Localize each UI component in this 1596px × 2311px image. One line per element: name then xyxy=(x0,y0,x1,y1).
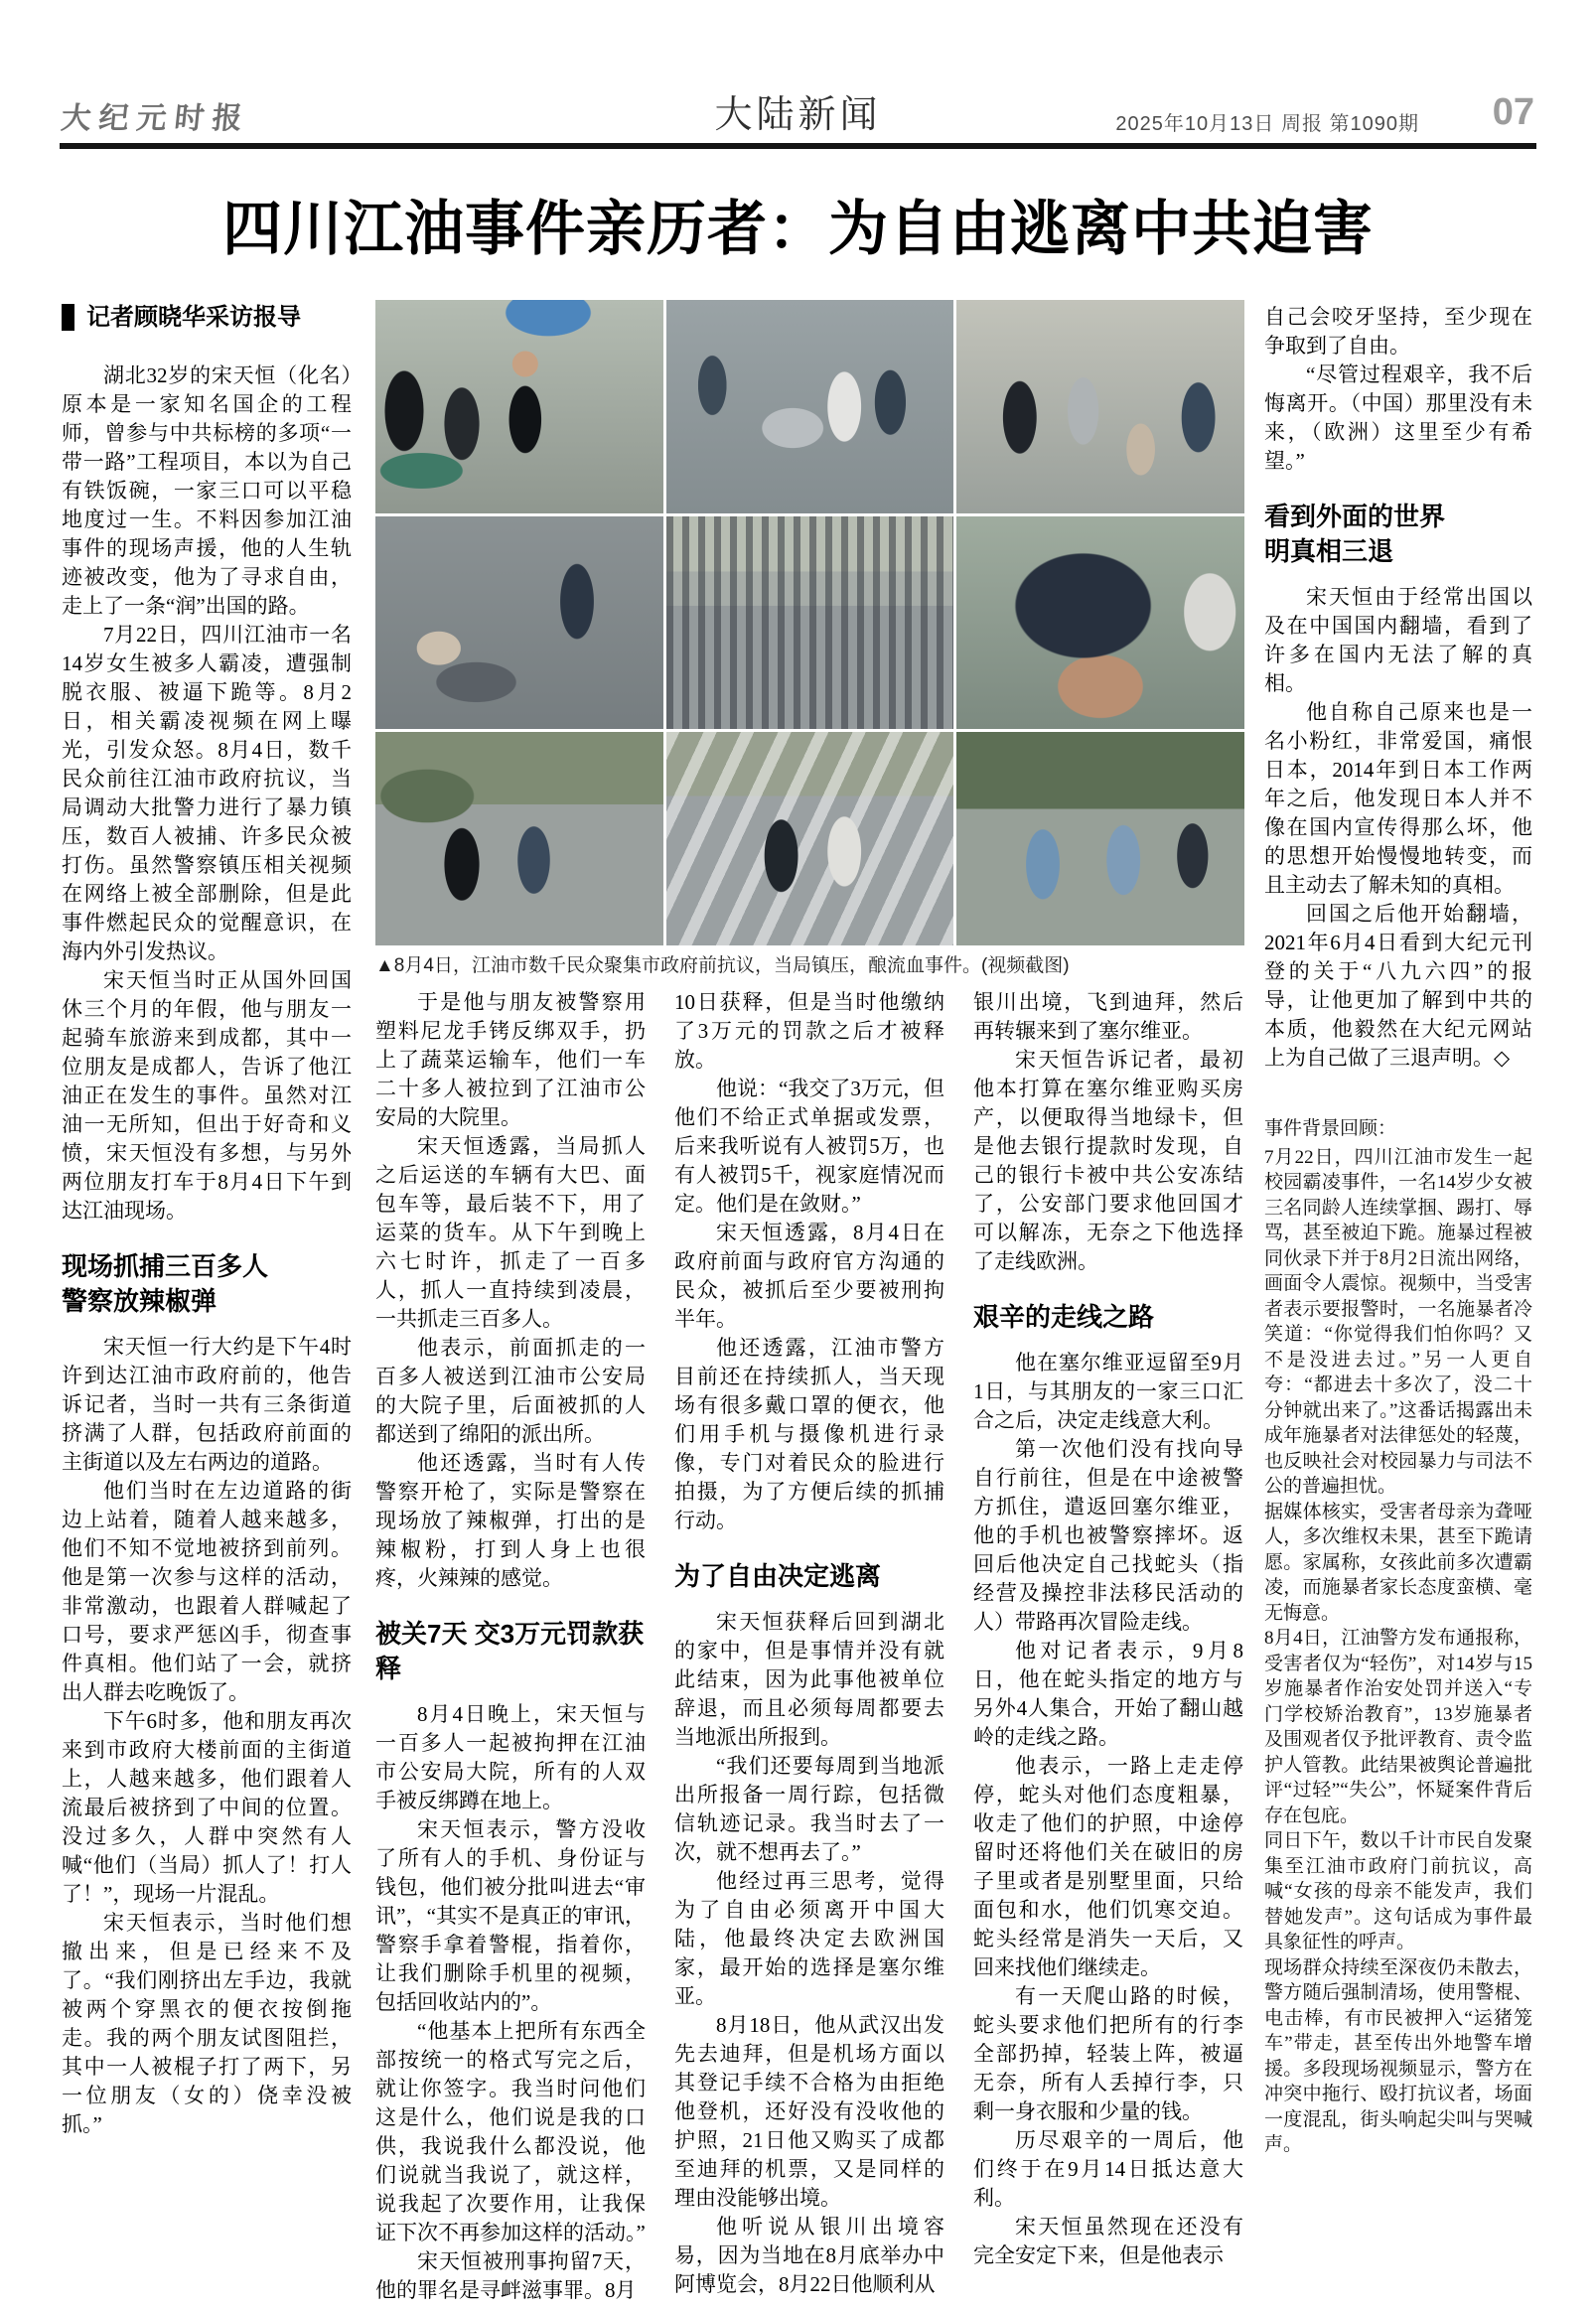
paragraph: 于是他与朋友被警察用塑料尼龙手铐反绑双手，扔上了蔬菜运输车，他们一车二十多人被拉到了江油市公安局的大院里。 xyxy=(375,990,646,1129)
page-number: 07 xyxy=(1492,91,1534,133)
paragraph: 历尽艰辛的一周后，他们终于在9月14日抵达意大利。 xyxy=(973,2128,1243,2210)
paragraph: 宋天恒获释后回到湖北的家中，但是事情并没有就此结束，因为此事他被单位辞退，而且必须每周都要去当地派出所报到。 xyxy=(674,1610,944,1749)
background-recap-box xyxy=(1264,1116,1532,2158)
paragraph: 第一次他们没有找向导自行前往，但是在中途被警方抓住，遣返回塞尔维亚，他的手机也被警察摔坏。返回后他决定自己找蛇头（指经营及操控非法移民活动的人）带路再次冒险走线。 xyxy=(973,1437,1243,1634)
video-still-9 xyxy=(956,732,1244,945)
header-rule xyxy=(60,143,1536,149)
subhead-line: 现场抓捕三百多人 xyxy=(62,1251,269,1281)
masthead-logo: 大纪元时报 xyxy=(59,102,252,135)
subhead-line: 看到外面的世界 xyxy=(1264,502,1446,531)
paragraph: “尽管过程艰辛，我不后悔离开。（中国）那里没有未来，（欧洲）这里至少有希望。” xyxy=(1264,362,1532,473)
photo-caption: ▲8月4日，江油市数千民众聚集市政府前抗议，当局镇压，酿流血事件。(视频截图) xyxy=(375,955,1070,976)
paragraph: 下午6时多，他和朋友再次来到市政府大楼前面的主街道上，人越来越多，他们跟着人流最后被挤到了中间的位置。没过多久，人群中突然有人喊“他们（当局）抓人了！打人了！”，现场一片混乱。 xyxy=(62,1709,352,1906)
paragraph-continuation: 自己会咬牙坚持，至少现在争取到了自由。 xyxy=(1264,305,1532,358)
column-5 xyxy=(1264,303,1532,2158)
paragraph: 7月22日，四川江油市一名14岁女生被多人霸凌，遭强制脱衣服、被逼下跪等。8月2日，相关霸凌视频在网上曝光，引发众怒。8月4日，数千民众前往江油市政府抗议，当局调动大批警力进行了暴力镇压，数百人被捕、许多民众被打伤。虽然警察镇压相关视频在网络上被全部删除，但是此事件燃起民众的觉醒意识，在海内外引发热议。 xyxy=(62,623,352,963)
kicker-bar-icon xyxy=(62,304,74,331)
column-4 xyxy=(973,988,1243,2270)
paragraph: 宋天恒一行大约是下午4时许到达江油市政府前的，他告诉记者，当时一共有三条街道挤满了人群，包括政府前面的主街道以及左右两边的道路。 xyxy=(62,1335,352,1474)
subhead-escape: 为了自由决定逃离 xyxy=(674,1561,882,1591)
paragraph: 他表示，前面抓走的一百多人被送到江油市公安局的大院子里，后面被抓的人都送到了绵阳的派出所。 xyxy=(375,1336,646,1446)
video-still-3 xyxy=(956,300,1244,513)
video-still-7 xyxy=(375,732,663,945)
paragraph: 他在塞尔维亚逗留至9月1日，与其朋友的一家三口汇合之后，决定走线意大利。 xyxy=(973,1351,1243,1432)
paragraph: “他基本上把所有东西全部按统一的格式写完之后，就让你签字。我当时问他们这是什么，他们说是我的口供，我说我什么都没说，他们说就当我说了，就这样，说我起了次要作用，让我保证下次不再参加这样的活动。” xyxy=(375,2019,646,2244)
video-still-1 xyxy=(375,300,663,513)
kicker xyxy=(62,303,352,332)
paragraph: 宋天恒虽然现在还没有完全安定下来，但是他表示 xyxy=(973,2215,1243,2267)
background-recap-paragraph: 7月22日，四川江油市发生一起校园霸凌事件，一名14岁少女被三名同龄人连续掌掴、踢打、辱骂，甚至被迫下跪。施暴过程被同伙录下并于8月2日流出网络，画面令人震惊。视频中，当受害者表示要报警时，一名施暴者冷笑道：“你觉得我们怕你吗？又不是没进去过。”另一人更自夸：“都进去十多次了，没二十分钟就出来了。”这番话揭露出未成年施暴者对法律惩处的轻蔑，也反映社会对校园暴力与司法不公的普遍担忧。 xyxy=(1264,1146,1532,1497)
subhead-line: 警察放辣椒弹 xyxy=(62,1286,218,1316)
paragraph: 他自称自己原来也是一名小粉红，非常爱国，痛恨日本，2014年到日本工作两年之后，他发现日本人并不像在国内宣传得那么坏，他的思想开始慢慢地转变，而且主动去了解未知的真相。 xyxy=(1264,700,1532,897)
subhead-truth xyxy=(1264,500,1532,569)
background-recap-title: 事件背景回顾： xyxy=(1264,1118,1397,1139)
paragraph: 宋天恒由于经常出国以及在中国国内翻墙，看到了许多在国内无法了解的真相。 xyxy=(1264,585,1532,695)
subhead-arrests xyxy=(62,1249,352,1319)
background-recap-paragraph: 现场群众持续至深夜仍未散去，警方随后强制清场，使用警棍、电击棒，有市民被押入“运猪笼车”带走，甚至传出外地警车增援。多段现场视频显示，警方在冲突中拖行、殴打抗议者，场面一度混乱，街头响起尖叫与哭喊声。 xyxy=(1264,1956,1532,2155)
paragraph: 宋天恒表示，警方没收了所有人的手机、身份证与钱包，他们被分批叫进去“审讯”，“其实不是真正的审讯，警察手拿着警棍，指着你，让我们删除手机里的视频，包括回收站内的”。 xyxy=(375,1817,646,2014)
paragraph: 他还透露，当时有人传警察开枪了，实际是警察在现场放了辣椒弹，打出的是辣椒粉，打到人身上也很疼，火辣辣的感觉。 xyxy=(375,1451,646,1590)
background-recap-paragraph: 同日下午，数以千计市民自发聚集至江油市政府门前抗议，高喊“女孩的母亲不能发声，我们替她发声”。这句话成为事件最具象征性的呼声。 xyxy=(1264,1830,1532,1952)
video-still-8 xyxy=(666,732,954,945)
background-recap-paragraph: 8月4日，江油警方发布通报称，受害者仅为“轻伤”，对14岁与15岁施暴者作治安处罚并送入“专门学校矫治教育”，13岁施暴者及围观者仅予批评教育、责令监护人管教。此结果被舆论普遍批评“过轻”“失公”，怀疑案件背后存在包庇。 xyxy=(1264,1628,1532,1826)
date-line: 2025年10月13日 周报 第1090期 xyxy=(1115,113,1419,135)
subhead-journey: 艰辛的走线之路 xyxy=(973,1302,1155,1332)
paragraph: 他们当时在左边道路的街边上站着，随着人越来越多，他们不知不觉地被挤到前列。他是第一次参与这样的活动，非常激动，也跟着人群喊起了口号，要求严惩凶手，彻查事件真相。他们站了一会，就挤出人群去吃晚饭了。 xyxy=(62,1479,352,1704)
paragraph: 宋天恒透露，8月4日在政府前面与政府官方沟通的民众，被抓后至少要被刑拘半年。 xyxy=(674,1221,944,1331)
paragraph: 宋天恒告诉记者，最初他本打算在塞尔维亚购买房产，以便取得当地绿卡，但是他去银行提款时发现，自己的银行卡被中共公安冻结了，公安部门要求他回国才可以解冻，无奈之下他选择了走线欧洲。 xyxy=(973,1048,1243,1273)
column-2 xyxy=(375,988,646,2305)
paragraph: 他经过再三思考，觉得为了自由必须离开中国大陆，他最终决定去欧洲国家，最开始的选择是塞尔维亚。 xyxy=(674,1869,944,2008)
subhead-detention: 被关7天 交3万元罚款获释 xyxy=(375,1619,645,1683)
paragraph-continuation: 银川出境，飞到迪拜，然后再转辗来到了塞尔维亚。 xyxy=(973,990,1243,1043)
video-still-4 xyxy=(375,516,663,730)
background-recap-paragraph: 据媒体核实，受害者母亲为聋哑人，多次维权未果，甚至下跪请愿。家属称，女孩此前多次遭霸凌，而施暴者家长态度蛮横、毫无悔意。 xyxy=(1264,1501,1532,1624)
paragraph: “我们还要每周到当地派出所报备一周行踪，包括微信轨迹记录。我当时去了一次，就不想再去了。” xyxy=(674,1754,944,1864)
paragraph: 他说：“我交了3万元，但他们不给正式单据或发票，后来我听说有人被罚5万，也有人被罚5千，视家庭情况而定。他们是在敛财。” xyxy=(674,1077,944,1216)
column-1 xyxy=(62,303,352,2139)
paragraph: 他还透露，江油市警方目前还在持续抓人，当天现场有很多戴口罩的便衣，他们用手机与摄像机进行录像，专门对着民众的脸进行拍摄，为了方便后续的抓捕行动。 xyxy=(674,1336,944,1532)
paragraph: 8月18日，他从武汉出发先去迪拜，但是机场方面以其登记手续不合格为由拒绝他登机，还好没有没收他的护照，21日他又购买了成都至迪拜的机票，又是同样的理由没能够出境。 xyxy=(674,2013,944,2210)
paragraph: 他听说从银川出境容易，因为当地在8月底举办中阿博览会，8月22日他顺利从 xyxy=(674,2215,944,2296)
video-still-2 xyxy=(666,300,954,513)
column-3 xyxy=(674,988,944,2299)
paragraph: 有一天爬山路的时候，蛇头要求他们把所有的行李全部扔掉，轻装上阵，被逼无奈，所有人丢掉行李，只剩一身衣服和少量的钱。 xyxy=(973,1984,1243,2123)
video-still-6 xyxy=(956,516,1244,730)
paragraph: 宋天恒透露，当局抓人之后运送的车辆有大巴、面包车等，最后装不下，用了运菜的货车。从下午到晚上六七时许，抓走了一百多人，抓人一直持续到凌晨，一共抓走三百多人。 xyxy=(375,1134,646,1331)
paragraph: 宋天恒表示，当时他们想撤出来，但是已经来不及了。“我们刚挤出左手边，我就被两个穿黑衣的便衣按倒拖走。我的两个朋友试图阻拦，其中一人被棍子打了两下，另一位朋友（女的）侥幸没被抓。” xyxy=(62,1911,352,2136)
section-title: 大陆新闻 xyxy=(714,94,882,136)
paragraph: 湖北32岁的宋天恒（化名）原本是一家知名国企的工程师，曾参与中共标榜的多项“一带一路”工程项目，本以为自己有铁饭碗，一家三口可以平稳地度过一生。不料因参加江油事件的现场声援，他的人生轨迹被改变，他为了寻求自由，走上了一条“润”出国的路。 xyxy=(62,363,352,618)
video-still-5 xyxy=(666,516,954,730)
paragraph: 8月4日晚上，宋天恒与一百多人一起被拘押在江油市公安局大院，所有的人双手被反绑蹲在地上。 xyxy=(375,1702,646,1812)
headline: 四川江油事件亲历者：为自由逃离中共迫害 xyxy=(222,196,1374,262)
paragraph: 他对记者表示，9月8日，他在蛇头指定的地方与另外4人集合，开始了翻山越岭的走线之路。 xyxy=(973,1639,1243,1749)
photo-collage xyxy=(375,300,1244,945)
paragraph: 他表示，一路上走走停停，蛇头对他们态度粗暴，收走了他们的护照，中途停留时还将他们关在破旧的房子里或者是别墅里面，只给面包和水，他们饥寒交迫。蛇头经常是消失一天后，又回来找他们继续走。 xyxy=(973,1754,1243,1979)
subhead-line: 明真相三退 xyxy=(1264,536,1394,566)
paragraph: 回国之后他开始翻墙，2021年6月4日看到大纪元刊登的关于“八九六四”的报导，让他更加了解到中共的本质，他毅然在大纪元网站上为自己做了三退声明。◇ xyxy=(1264,902,1532,1070)
kicker-text: 记者顾晓华采访报导 xyxy=(86,304,301,331)
paragraph: 宋天恒被刑事拘留7天，他的罪名是寻衅滋事罪。8月 xyxy=(375,2249,646,2302)
paragraph: 宋天恒当时正从国外回国休三个月的年假，他与朋友一起骑车旅游来到成都，其中一位朋友是成都人，告诉了他江油正在发生的事件。虽然对江油一无所知，但出于好奇和义愤，宋天恒没有多想，与另外两位朋友打车于8月4日下午到达江油现场。 xyxy=(62,968,352,1223)
paragraph-continuation: 10日获释，但是当时他缴纳了3万元的罚款之后才被释放。 xyxy=(674,990,944,1072)
